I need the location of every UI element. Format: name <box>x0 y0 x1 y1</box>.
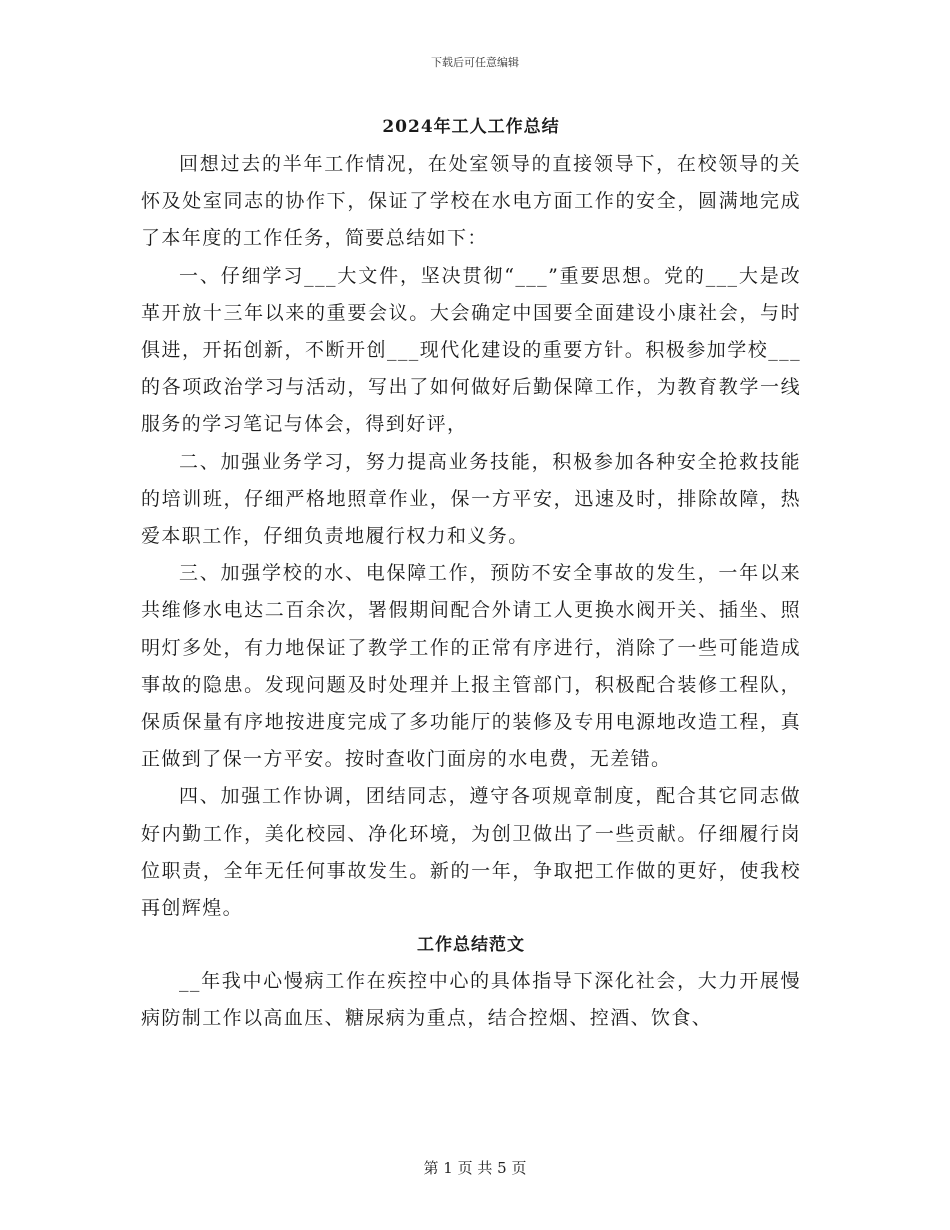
paragraph-maintenance: 三、加强学校的水、电保障工作，预防不安全事故的发生，一年以来共维修水电达二百余次，署假期间配合外请工人更换水阀开关、插坐、照明灯多处，有力地保证了教学工作的正常有序进行，消除了一些可能造成事故的隐患。发现问题及时处理并上报主管部门，积极配合装修工程队，保质保量有序地按进度完成了多功能厅的装修及专用电源地改造工程，真正做到了保一方平安。按时查收门面房的水电费，无差错。 <box>141 562 801 771</box>
document-body <box>141 110 801 1038</box>
section-title: 工作总结范文 <box>417 935 525 956</box>
paragraph-section2: __年我中心慢病工作在疾控中心的具体指导下深化社会，大力开展慢病防制工作以高血压、糖尿病为重点，结合控烟、控酒、饮食、 <box>141 970 801 1030</box>
paragraph-intro: 回想过去的半年工作情况，在处室领导的直接领导下，在校领导的关怀及处室同志的协作下，保证了学校在水电方面工作的安全，圆满地完成了本年度的工作任务，简要总结如下： <box>141 153 801 250</box>
document-title: 2024年工人工作总结 <box>382 117 560 137</box>
paragraph-study: 一、仔细学习___大文件，坚决贯彻“___”重要思想。党的___大是改革开放十三年以来的重要会议。大会确定中国要全面建设小康社会，与时俱进，开拓创新，不断开创___现代化建设的重要方针。积极参加学校___的各项政治学习与活动，写出了如何做好后勤保障工作，为教育教学一线服务的学习笔记与体会，得到好评， <box>141 264 801 436</box>
page-footer: 第 1 页 共 5 页 <box>423 1159 527 1177</box>
paragraph-coordination: 四、加强工作协调，团结同志，遵守各项规章制度，配合其它同志做好内勤工作，美化校园、净化环境，为创卫做出了一些贡献。仔细履行岗位职责，全年无任何事故发生。新的一年，争取把工作做的更好，使我校再创辉煌。 <box>141 785 801 920</box>
paragraph-skills: 二、加强业务学习，努力提高业务技能，积极参加各种安全抢救技能的培训班，仔细严格地照章作业，保一方平安，迅速及时，排除故障，热爱本职工作，仔细负责地履行权力和义务。 <box>141 450 801 548</box>
header-note: 下载后可任意编辑 <box>431 56 519 69</box>
